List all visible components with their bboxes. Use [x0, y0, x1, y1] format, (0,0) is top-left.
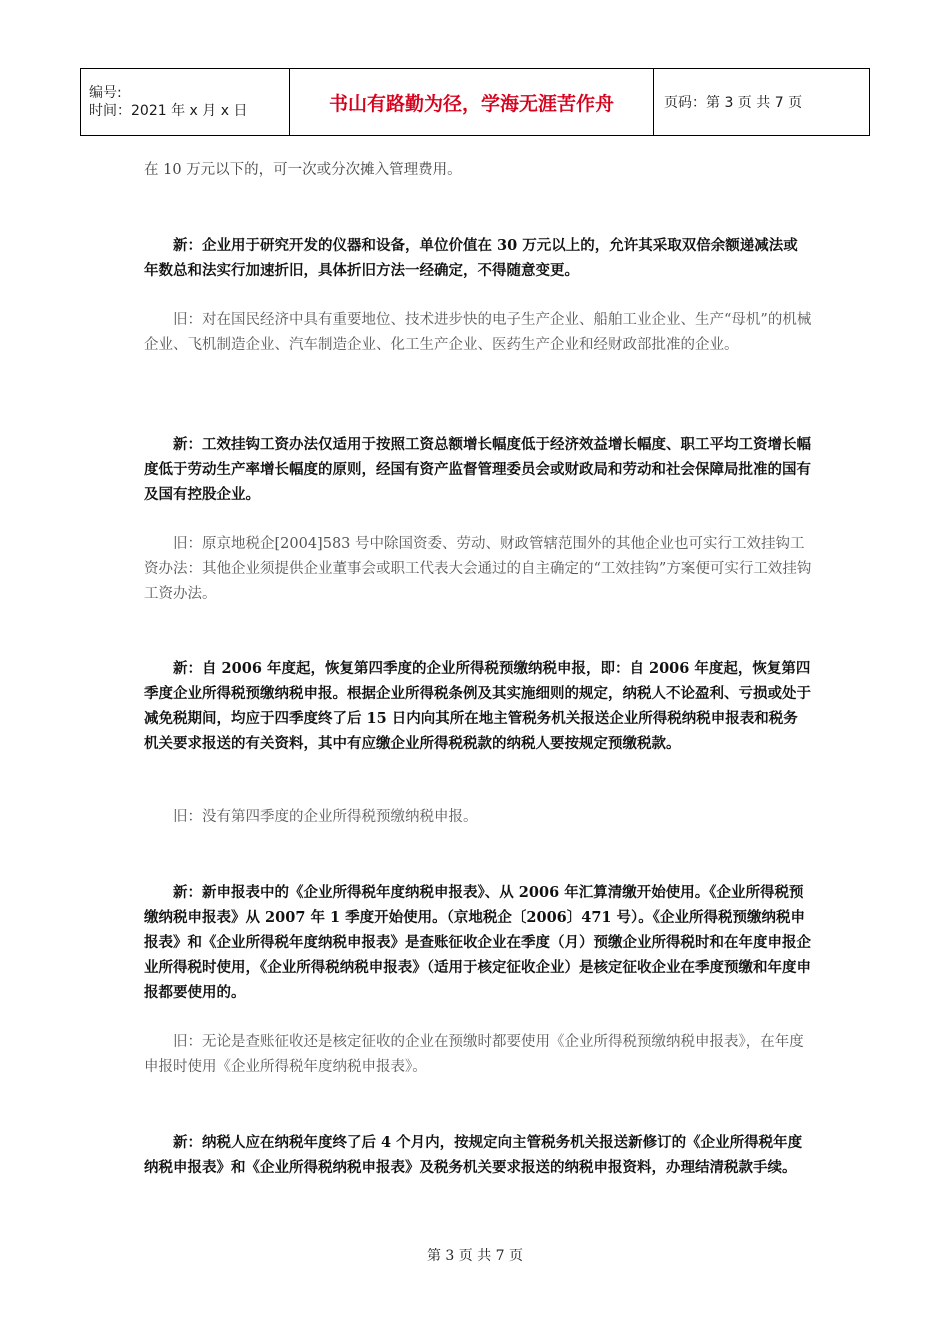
paragraph-new-annual-filing: 新：纳税人应在纳税年度终了后 4 个月内，按规定向主管税务机关报送新修订的《企业所得税年度纳税申报表》和《企业所得税纳税申报表》及税务机关要求报送的纳税申报资料，办理结清税款手续。 [144, 1134, 803, 1176]
header-motto: 书山有路勤为径，学海无涯苦作舟 [290, 69, 654, 136]
document-header [80, 68, 870, 136]
paragraph-old-forms: 旧：无论是查账征收还是核定征收的企业在预缴时都要使用《企业所得税预缴纳税申报表》，在年度申报时使用《企业所得税年度纳税申报表》。 [144, 1034, 804, 1075]
paragraph-new-depreciation: 新：企业用于研究开发的仪器和设备，单位价值在 30 万元以上的，允许其采取双倍余额递减法或年数总和法实行加速折旧，具体折旧方法一经确定，不得随意变更。 [144, 237, 798, 279]
paragraph-new-forms: 新：新申报表中的《企业所得税年度纳税申报表》、从 2006 年汇算清缴开始使用。《企业所得税预缴纳税申报表》从 2007 年 1 季度开始使用。（京地税企〔2006〕471 号）。《企业所得税预缴纳税申报表》和《企业所得税年度纳税申报表》是查账征收企业在季度（月）预缴企业所得税时和在年度申报企业所得税时使用，《企业所得税纳税申报表》（适用于核定征收企业）是核定征收企业在季度预缴和年度申报都要使用的。 [144, 884, 811, 1001]
paragraph-continuation: 在 10 万元以下的，可一次或分次摊入管理费用。 [144, 162, 462, 178]
document-date-label: 时间：2021 年 x 月 x 日 [89, 103, 248, 119]
document-number-label: 编号: [89, 85, 122, 101]
header-meta-cell [81, 69, 290, 136]
page-footer: 第 3 页 共 7 页 [426, 1248, 524, 1264]
paragraph-old-wage-linkage: 旧：原京地税企[2004]583 号中除国资委、劳动、财政管辖范围外的其他企业也可实行工效挂钩工资办法：其他企业须提供企业董事会或职工代表大会通过的自主确定的“工效挂钩”方案便可实行工效挂钩工资办法。 [144, 536, 812, 602]
paragraph-new-q4-prepayment: 新：自 2006 年度起，恢复第四季度的企业所得税预缴纳税申报，即：自 2006 年度起，恢复第四季度企业所得税预缴纳税申报。根据企业所得税条例及其实施细则的规定，纳税人不论盈利、亏损或处于减免税期间，均应于四季度终了后 15 日内向其所在地主管税务机关报送企业所得税纳税申报表和税务机关要求报送的有关资料，其中有应缴企业所得税税款的纳税人要按规定预缴税款。 [144, 660, 811, 752]
header-page-number: 页码：第 3 页 共 7 页 [654, 69, 870, 136]
paragraph-old-depreciation: 旧：对在国民经济中具有重要地位、技术进步快的电子生产企业、船舶工业企业、生产“母机”的机械企业、飞机制造企业、汽车制造企业、化工生产企业、医药生产企业和经财政部批准的企业。 [144, 312, 812, 353]
paragraph-new-wage-linkage: 新：工效挂钩工资办法仅适用于按照工资总额增长幅度低于经济效益增长幅度、职工平均工资增长幅度低于劳动生产率增长幅度的原则，经国有资产监督管理委员会或财政局和劳动和社会保障局批准的国有及国有控股企业。 [144, 436, 811, 503]
paragraph-old-q4-prepayment: 旧：没有第四季度的企业所得税预缴纳税申报。 [173, 809, 478, 825]
